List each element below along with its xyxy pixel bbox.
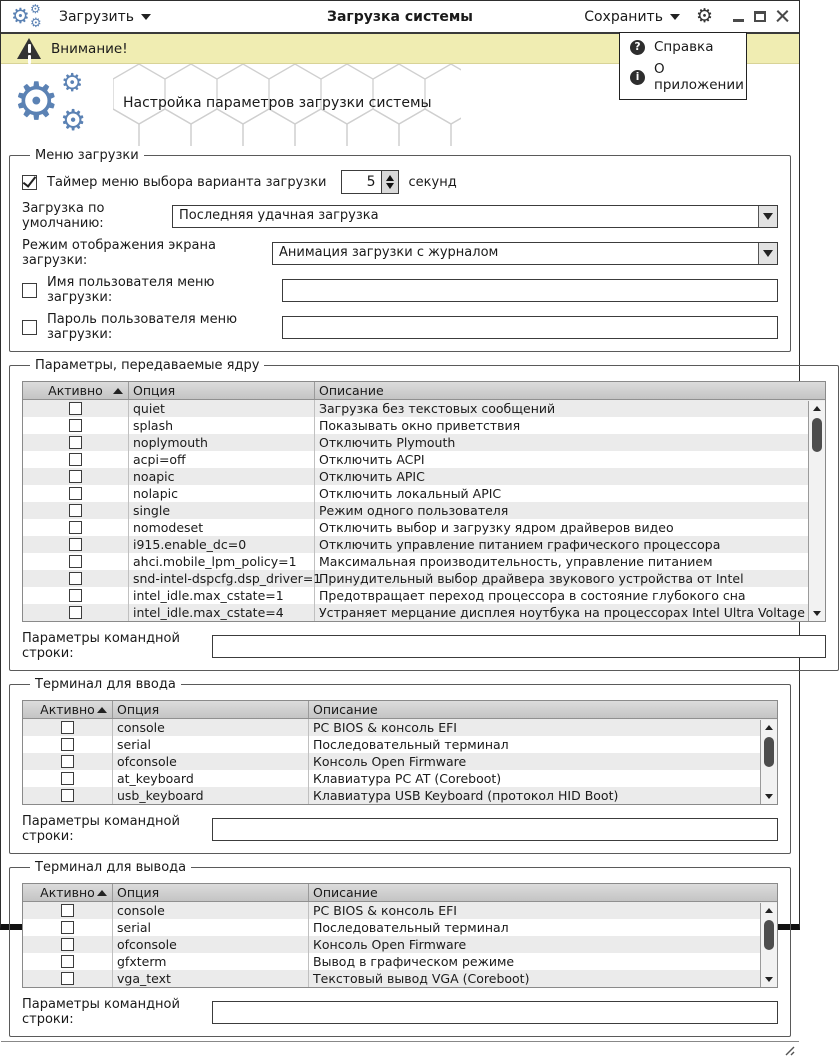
active-cell: [23, 485, 129, 502]
gear-icon: ⚙: [13, 72, 60, 132]
kernel-params-table: [22, 381, 826, 622]
sort-ascending-icon: [97, 707, 107, 713]
load-button[interactable]: [59, 9, 151, 25]
output-terminal-table: [22, 883, 778, 988]
scrollbar-thumb[interactable]: [812, 418, 822, 452]
description-cell: Отключить APIC: [319, 469, 425, 484]
warning-text: Внимание!: [51, 40, 128, 57]
row-checkbox[interactable]: [61, 789, 74, 802]
option-cell: ofconsole: [113, 753, 309, 770]
option-cell: ofconsole: [113, 936, 309, 953]
vertical-scrollbar[interactable]: [760, 903, 777, 987]
active-cell: [23, 736, 113, 753]
row-checkbox[interactable]: [61, 938, 74, 951]
table-row[interactable]: [23, 400, 825, 417]
gear-icon: ⚙: [30, 1, 41, 16]
option-cell: console: [113, 902, 309, 919]
active-cell: [23, 417, 129, 434]
kernel-cmdline-field[interactable]: [212, 635, 826, 658]
description-cell: PC BIOS & консоль EFI: [313, 903, 457, 918]
table-row[interactable]: [23, 468, 825, 485]
scrollbar-thumb[interactable]: [764, 737, 774, 767]
group-boot-menu: [9, 148, 791, 352]
row-checkbox[interactable]: [69, 589, 82, 602]
row-checkbox[interactable]: [69, 572, 82, 585]
gear-icon: ⚙: [30, 15, 42, 31]
default-boot-value: Последняя удачная загрузка: [179, 207, 379, 223]
description-cell: Принудительный выбор драйвера звукового устройства от Intel: [319, 571, 744, 586]
description-cell: Последовательный терминал: [313, 737, 509, 752]
menu-item-label: О приложении: [654, 61, 744, 93]
spin-up-icon: [386, 175, 394, 181]
app-logo-gears: [13, 66, 113, 144]
timer-value: 5: [366, 174, 376, 190]
scrollbar-track[interactable]: [761, 735, 777, 789]
row-checkbox[interactable]: [69, 606, 82, 619]
column-header-active[interactable]: Активно: [23, 701, 113, 718]
description-cell: Консоль Open Firmware: [313, 937, 467, 952]
description-cell: Отключить управление питанием графического процессора: [319, 537, 721, 552]
scroll-up-button[interactable]: [809, 401, 825, 416]
input-terminal-cmdline-field[interactable]: [212, 818, 778, 841]
row-checkbox[interactable]: [69, 504, 82, 517]
description-cell: PC BIOS & консоль EFI: [313, 720, 457, 735]
row-checkbox[interactable]: [69, 521, 82, 534]
status-bar: [1, 1041, 799, 1059]
row-checkbox[interactable]: [61, 904, 74, 917]
row-checkbox[interactable]: [61, 921, 74, 934]
table-row[interactable]: [23, 936, 777, 953]
username-checkbox[interactable]: [22, 283, 37, 298]
active-cell: [23, 770, 113, 787]
help-icon: ?: [630, 40, 645, 55]
chevron-down-icon: [141, 14, 151, 20]
option-cell: noplymouth: [129, 434, 315, 451]
cmdline-label: Параметры командной строки:: [22, 997, 180, 1027]
table-body: [23, 400, 825, 621]
description-cell: Вывод в графическом режиме: [313, 954, 515, 969]
chevron-down-icon[interactable]: [758, 206, 777, 227]
option-cell: intel_idle.max_cstate=1: [129, 587, 315, 604]
option-cell: nomodeset: [129, 519, 315, 536]
sort-ascending-icon: [113, 388, 123, 394]
group-legend: Терминал для ввода: [35, 677, 176, 692]
table-row[interactable]: [23, 587, 825, 604]
table-row[interactable]: [23, 736, 777, 753]
option-cell: nolapic: [129, 485, 315, 502]
minimize-icon[interactable]: [733, 19, 744, 22]
row-checkbox[interactable]: [61, 955, 74, 968]
column-header-description[interactable]: Описание: [313, 702, 378, 717]
description-cell: Максимальная производительность, управление питанием: [319, 554, 713, 569]
scrollbar-thumb[interactable]: [764, 920, 774, 950]
table-row[interactable]: [23, 770, 777, 787]
active-cell: [23, 787, 113, 804]
table-row[interactable]: [23, 417, 825, 434]
table-row[interactable]: [23, 502, 825, 519]
row-checkbox[interactable]: [69, 538, 82, 551]
table-header: [23, 382, 825, 400]
table-row[interactable]: [23, 553, 825, 570]
password-label: Пароль пользователя меню загрузки:: [47, 312, 238, 342]
menu-item-about[interactable]: [620, 58, 746, 96]
group-output-terminal: [9, 860, 791, 1037]
option-cell: vga_text: [113, 970, 309, 987]
description-cell: Отключить локальный APIC: [319, 486, 502, 501]
group-input-terminal: [9, 677, 791, 854]
active-cell: [23, 970, 113, 987]
description-cell: Консоль Open Firmware: [313, 754, 467, 769]
active-cell: [23, 536, 129, 553]
app-gears-icon: [11, 3, 45, 31]
settings-gear-icon[interactable]: ⚙: [695, 5, 713, 27]
save-button[interactable]: [584, 9, 680, 25]
page-title: Настройка параметров загрузки системы: [123, 95, 432, 111]
row-checkbox[interactable]: [69, 419, 82, 432]
option-cell: snd-intel-dspcfg.dsp_driver=1: [129, 570, 315, 587]
description-cell: Отключить выбор и загрузку ядром драйверов видео: [319, 520, 674, 535]
table-header: [23, 701, 777, 719]
default-boot-label: Загрузка по умолчанию:: [22, 201, 105, 231]
option-cell: console: [113, 719, 309, 736]
menu-item-label: Справка: [654, 39, 714, 55]
cmdline-label: Параметры командной строки:: [22, 814, 180, 844]
description-cell: Предотвращает переход процессора в состояние глубокого сна: [319, 588, 746, 603]
vertical-scrollbar[interactable]: [808, 401, 825, 621]
active-cell: [23, 519, 129, 536]
column-header-active[interactable]: Активно: [23, 382, 129, 399]
close-icon[interactable]: [776, 10, 789, 23]
load-button-label: Загрузить: [59, 8, 135, 25]
column-header-option[interactable]: Опция: [113, 884, 309, 901]
warning-icon: [17, 38, 41, 59]
vertical-scrollbar[interactable]: [760, 720, 777, 804]
row-checkbox[interactable]: [69, 402, 82, 415]
row-checkbox[interactable]: [69, 453, 82, 466]
table-body: [23, 719, 777, 804]
scroll-down-button[interactable]: [761, 789, 777, 804]
table-row[interactable]: [23, 919, 777, 936]
active-cell: [23, 604, 129, 621]
description-cell: Загрузка без текстовых сообщений: [319, 401, 556, 416]
row-checkbox[interactable]: [61, 772, 74, 785]
group-legend: Меню загрузки: [35, 148, 139, 163]
table-row[interactable]: [23, 787, 777, 804]
group-kernel-params: [9, 358, 839, 671]
row-checkbox[interactable]: [61, 972, 74, 985]
gear-icon: ⚙: [61, 68, 84, 97]
row-checkbox[interactable]: [61, 755, 74, 768]
active-cell: [23, 919, 113, 936]
table-row[interactable]: [23, 485, 825, 502]
option-cell: noapic: [129, 468, 315, 485]
column-header-description[interactable]: Описание: [313, 885, 378, 900]
username-field[interactable]: [282, 279, 778, 302]
row-checkbox[interactable]: [69, 436, 82, 449]
row-checkbox[interactable]: [69, 487, 82, 500]
resize-grip[interactable]: [781, 1042, 795, 1056]
table-row[interactable]: [23, 570, 825, 587]
active-cell: [23, 719, 113, 736]
option-cell: acpi=off: [129, 451, 315, 468]
scrollbar-track[interactable]: [809, 416, 825, 606]
sort-ascending-icon: [97, 890, 107, 896]
display-mode-label: Режим отображения экрана загрузки:: [22, 238, 216, 268]
active-cell: [23, 753, 113, 770]
active-cell: [23, 451, 129, 468]
option-cell: single: [129, 502, 315, 519]
column-header-active[interactable]: Активно: [23, 884, 113, 901]
group-legend: Терминал для вывода: [35, 860, 187, 875]
password-field[interactable]: [282, 316, 778, 339]
column-header-option[interactable]: Опция: [129, 382, 315, 399]
table-body: [23, 902, 777, 987]
active-cell: [23, 502, 129, 519]
table-header: [23, 884, 777, 902]
table-row[interactable]: [23, 604, 825, 621]
option-cell: serial: [113, 919, 309, 936]
group-legend: Параметры, передаваемые ядру: [35, 358, 260, 373]
description-cell: Показывать окно приветствия: [319, 418, 521, 433]
spin-down-icon: [386, 183, 394, 189]
default-boot-select[interactable]: [172, 205, 778, 228]
option-cell: at_keyboard: [113, 770, 309, 787]
table-row[interactable]: [23, 519, 825, 536]
spinner-buttons[interactable]: [381, 171, 398, 193]
description-cell: Текстовый вывод VGA (Coreboot): [313, 971, 530, 986]
table-row[interactable]: [23, 451, 825, 468]
active-cell: [23, 553, 129, 570]
description-cell: Режим одного пользователя: [319, 503, 509, 518]
option-cell: usb_keyboard: [113, 787, 309, 804]
chevron-down-icon: [670, 14, 680, 20]
timer-checkbox[interactable]: [22, 175, 37, 190]
row-checkbox[interactable]: [69, 470, 82, 483]
password-checkbox[interactable]: [22, 320, 37, 335]
settings-dropdown-menu: [619, 32, 747, 100]
scroll-up-button[interactable]: [761, 720, 777, 735]
toolbar: [1, 1, 799, 34]
column-header-option[interactable]: Опция: [113, 701, 309, 718]
timer-unit-label: секунд: [408, 174, 457, 190]
option-cell: serial: [113, 736, 309, 753]
option-cell: ahci.mobile_lpm_policy=1: [129, 553, 315, 570]
display-mode-select[interactable]: [272, 242, 778, 265]
table-row[interactable]: [23, 953, 777, 970]
info-icon: i: [630, 70, 645, 85]
active-cell: [23, 587, 129, 604]
timer-label: Таймер меню выбора варианта загрузки: [47, 174, 327, 190]
option-cell: gfxterm: [113, 953, 309, 970]
input-terminal-table: [22, 700, 778, 805]
option-cell: splash: [129, 417, 315, 434]
scroll-up-button[interactable]: [761, 903, 777, 918]
column-header-description[interactable]: Описание: [319, 383, 384, 398]
row-checkbox[interactable]: [61, 738, 74, 751]
scrollbar-track[interactable]: [761, 918, 777, 972]
option-cell: i915.enable_dc=0: [129, 536, 315, 553]
display-mode-value: Анимация загрузки с журналом: [279, 244, 499, 260]
window-title: Загрузка системы: [327, 8, 473, 25]
menu-item-help[interactable]: [620, 36, 746, 58]
row-checkbox[interactable]: [61, 721, 74, 734]
description-cell: Отключить ACPI: [319, 452, 425, 467]
save-button-label: Сохранить: [584, 8, 663, 25]
description-cell: Устраняет мерцание дисплея ноутбука на процессорах Intel Ultra Voltage: [319, 605, 805, 620]
cmdline-label: Параметры командной строки:: [22, 631, 180, 661]
active-cell: [23, 434, 129, 451]
active-cell: [23, 936, 113, 953]
row-checkbox[interactable]: [69, 555, 82, 568]
gear-icon: ⚙: [60, 103, 86, 137]
description-cell: Клавиатура USB Keyboard (протокол HID Boot): [313, 788, 619, 803]
description-cell: Клавиатура PC AT (Coreboot): [313, 771, 502, 786]
table-row[interactable]: [23, 434, 825, 451]
chevron-down-icon[interactable]: [758, 243, 777, 264]
scroll-down-button[interactable]: [761, 972, 777, 987]
table-row[interactable]: [23, 753, 777, 770]
table-row[interactable]: [23, 536, 825, 553]
option-cell: quiet: [129, 400, 315, 417]
active-cell: [23, 902, 113, 919]
timer-spinner[interactable]: [341, 170, 399, 194]
description-cell: Последовательный терминал: [313, 920, 509, 935]
gear-icon: ⚙: [11, 3, 30, 28]
description-cell: Отключить Plymouth: [319, 435, 456, 450]
username-label: Имя пользователя меню загрузки:: [47, 275, 215, 305]
active-cell: [23, 468, 129, 485]
table-row[interactable]: [23, 970, 777, 987]
active-cell: [23, 953, 113, 970]
option-cell: intel_idle.max_cstate=4: [129, 604, 315, 621]
table-row[interactable]: [23, 902, 777, 919]
output-terminal-cmdline-field[interactable]: [212, 1001, 778, 1024]
maximize-icon[interactable]: [754, 11, 766, 22]
scroll-down-button[interactable]: [809, 606, 825, 621]
active-cell: [23, 400, 129, 417]
table-row[interactable]: [23, 719, 777, 736]
active-cell: [23, 570, 129, 587]
